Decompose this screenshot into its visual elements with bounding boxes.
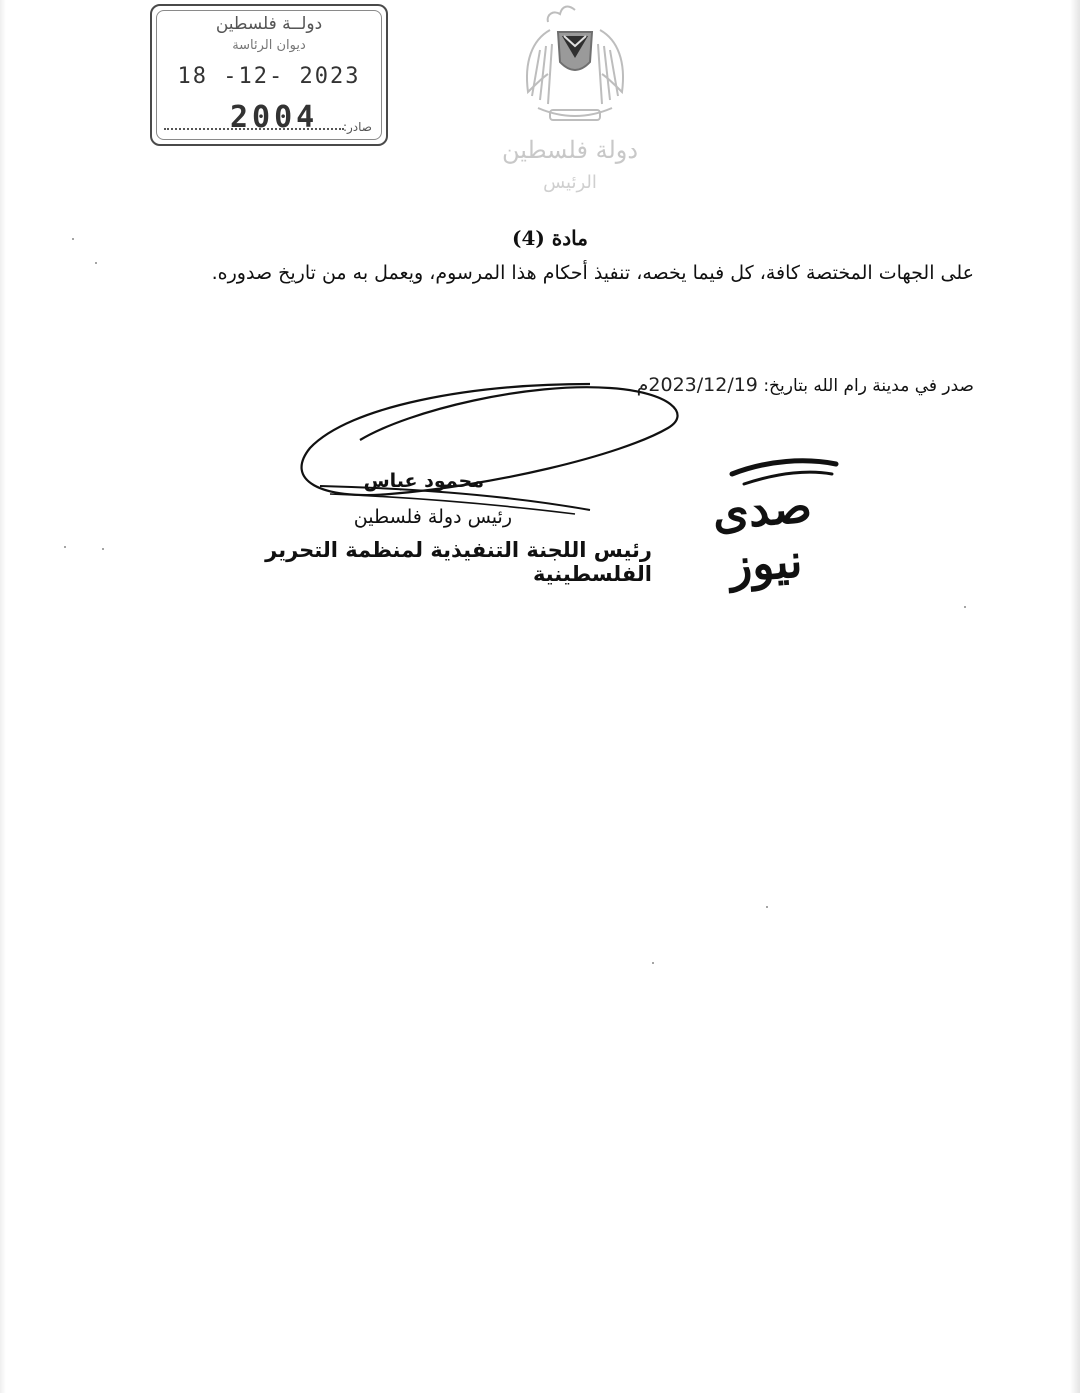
- scan-speck: [652, 962, 654, 964]
- emblem-subtitle: الرئيس: [543, 172, 597, 193]
- issued-date: 2023/12/19م: [636, 374, 758, 396]
- article-title: مادة (4): [511, 226, 588, 250]
- stamp-issued-label: صادر:: [342, 120, 372, 134]
- signatory-name: محمود عباس: [363, 470, 484, 492]
- registry-stamp: [150, 4, 388, 146]
- stamp-office: ديوان الرئاسة: [232, 38, 306, 53]
- scan-speck: [64, 546, 66, 548]
- watermark-text: صدى نيوز: [710, 478, 814, 593]
- scan-speck: [72, 238, 74, 240]
- eagle-emblem-icon: [510, 0, 640, 132]
- stamp-number: 2004: [230, 100, 319, 135]
- scan-speck: [95, 262, 97, 264]
- page-left-edge: [0, 0, 6, 1393]
- signatory-title-plo: رئيس اللجنة التنفيذية لمنظمة التحرير الفلسطينية: [265, 538, 652, 586]
- stamp-dotted-line: [164, 128, 344, 130]
- stamp-date: 18 -12- 2023: [177, 64, 361, 89]
- scan-speck: [102, 548, 104, 550]
- issued-label: صدر في مدينة رام الله بتاريخ:: [763, 376, 974, 396]
- emblem-state-name: دولة فلسطين: [501, 136, 639, 164]
- page-right-edge: [1070, 0, 1080, 1393]
- signatory-title-state: رئيس دولة فلسطين: [353, 506, 512, 528]
- scan-speck: [766, 906, 768, 908]
- article-text: على الجهات المختصة كافة، كل فيما يخصه، تنفيذ أحكام هذا المرسوم، ويعمل به من تاريخ صدوره.: [211, 262, 974, 284]
- scan-speck: [964, 606, 966, 608]
- stamp-state: دولــة فلسطين: [215, 14, 323, 34]
